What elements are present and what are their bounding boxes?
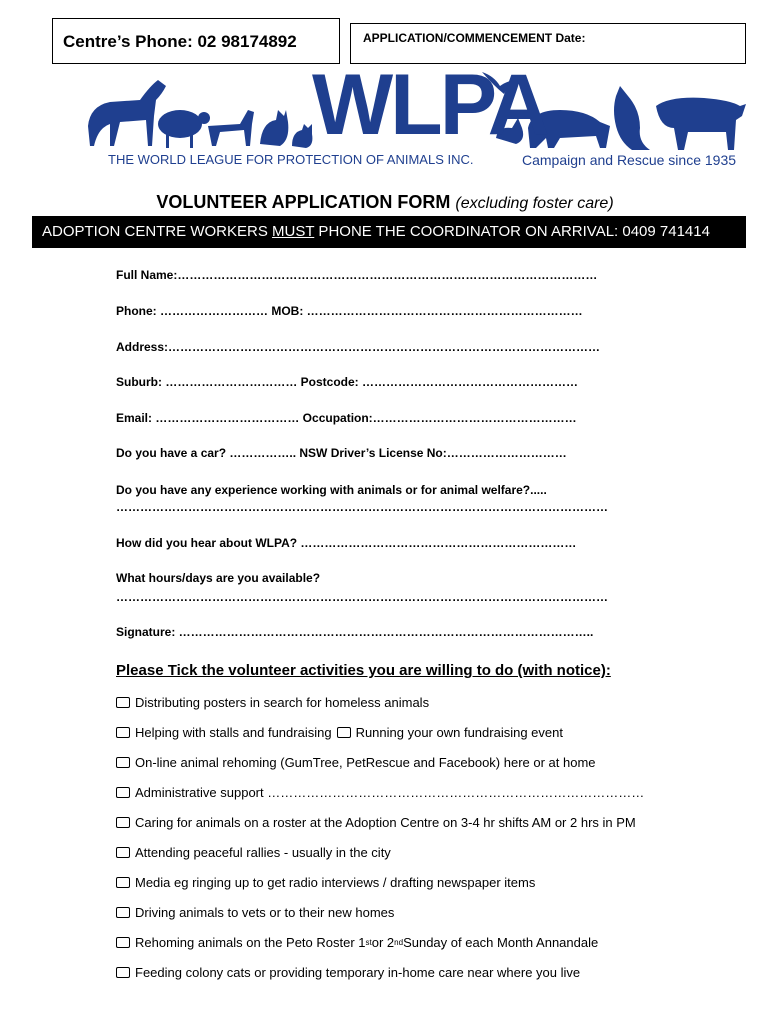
form-title-main: VOLUNTEER APPLICATION FORM bbox=[156, 192, 451, 212]
centre-phone: Centre’s Phone: 02 98174892 bbox=[52, 18, 340, 64]
experience-answer-line[interactable]: …………………………………………………………………………………………………………… bbox=[116, 500, 608, 514]
checkbox[interactable] bbox=[337, 727, 351, 738]
address-field[interactable]: Address:……………………………………………………………………………………………… bbox=[116, 340, 601, 354]
wlpa-acronym: WLPA bbox=[312, 57, 547, 153]
checkbox[interactable] bbox=[116, 937, 130, 948]
phone-mob-field[interactable]: Phone: ……………………… MOB: …………………………………………………………… bbox=[116, 304, 583, 318]
coordinator-notice-banner bbox=[32, 216, 746, 248]
checkbox[interactable] bbox=[116, 877, 130, 888]
activity-rehoming-roster: Rehoming animals on the Peto Roster 1 st or 2 nd Sunday of each Month Annandale bbox=[116, 935, 598, 950]
activity-admin: Administrative support …………………………………………………………………………… bbox=[116, 785, 644, 800]
banner-text-pre: ADOPTION CENTRE WORKERS bbox=[42, 223, 273, 240]
activities-title: Please Tick the volunteer activities you are willing to do (with notice): bbox=[116, 662, 611, 679]
wlpa-logo bbox=[80, 57, 750, 176]
signature-field[interactable]: Signature: ………………………………………………………………………………………….. bbox=[116, 625, 594, 639]
hear-about-field[interactable]: How did you hear about WLPA? …………………………………………………………… bbox=[116, 536, 577, 550]
activity-posters: Distributing posters in search for homeless animals bbox=[116, 695, 429, 710]
activity-stalls: Helping with stalls and fundraising Running your own fundraising event bbox=[116, 725, 563, 740]
commencement-date-field[interactable]: APPLICATION/COMMENCEMENT Date: bbox=[350, 23, 746, 64]
activity-rallies: Attending peaceful rallies - usually in the city bbox=[116, 845, 391, 860]
checkbox[interactable] bbox=[116, 787, 130, 798]
form-subtitle: (excluding foster care) bbox=[455, 195, 614, 212]
checkbox[interactable] bbox=[116, 817, 130, 828]
email-occupation-field[interactable]: Email: ……………………………… Occupation:…………………………………………… bbox=[116, 411, 577, 425]
checkbox[interactable] bbox=[116, 727, 130, 738]
checkbox[interactable] bbox=[116, 907, 130, 918]
car-license-field[interactable]: Do you have a car? …………….. NSW Driver’s License No:………………………… bbox=[116, 446, 567, 460]
activity-media: Media eg ringing up to get radio interviews / drafting newspaper items bbox=[116, 875, 535, 890]
banner-must: MUST bbox=[272, 223, 315, 240]
suburb-postcode-field[interactable]: Suburb: …………………………… Postcode: ……………………………………………… bbox=[116, 375, 578, 389]
checkbox[interactable] bbox=[116, 967, 130, 978]
form-title bbox=[0, 192, 770, 213]
logo-tagline: Campaign and Rescue since 1935 bbox=[522, 152, 737, 168]
activity-driving: Driving animals to vets or to their new homes bbox=[116, 905, 394, 920]
activity-caring: Caring for animals on a roster at the Adoption Centre on 3-4 hr shifts AM or 2 hrs in PM bbox=[116, 815, 636, 830]
checkbox[interactable] bbox=[116, 847, 130, 858]
availability-question: What hours/days are you available? bbox=[116, 571, 321, 585]
checkbox[interactable] bbox=[116, 757, 130, 768]
full-name-field[interactable]: Full Name:…………………………………………………………………………………………… bbox=[116, 268, 598, 282]
activity-online-rehoming: On-line animal rehoming (GumTree, PetRescue and Facebook) here or at home bbox=[116, 755, 596, 770]
banner-text-post: PHONE THE COORDINATOR ON ARRIVAL: 0409 741414 bbox=[314, 223, 710, 240]
activity-colony-cats: Feeding colony cats or providing temporary in-home care near where you live bbox=[116, 965, 580, 980]
availability-answer-line[interactable]: …………………………………………………………………………………………………………… bbox=[116, 590, 608, 604]
organisation-name: THE WORLD LEAGUE FOR PROTECTION OF ANIMALS INC. bbox=[108, 152, 474, 167]
checkbox[interactable] bbox=[116, 697, 130, 708]
experience-question: Do you have any experience working with animals or for animal welfare?..... bbox=[116, 483, 547, 497]
